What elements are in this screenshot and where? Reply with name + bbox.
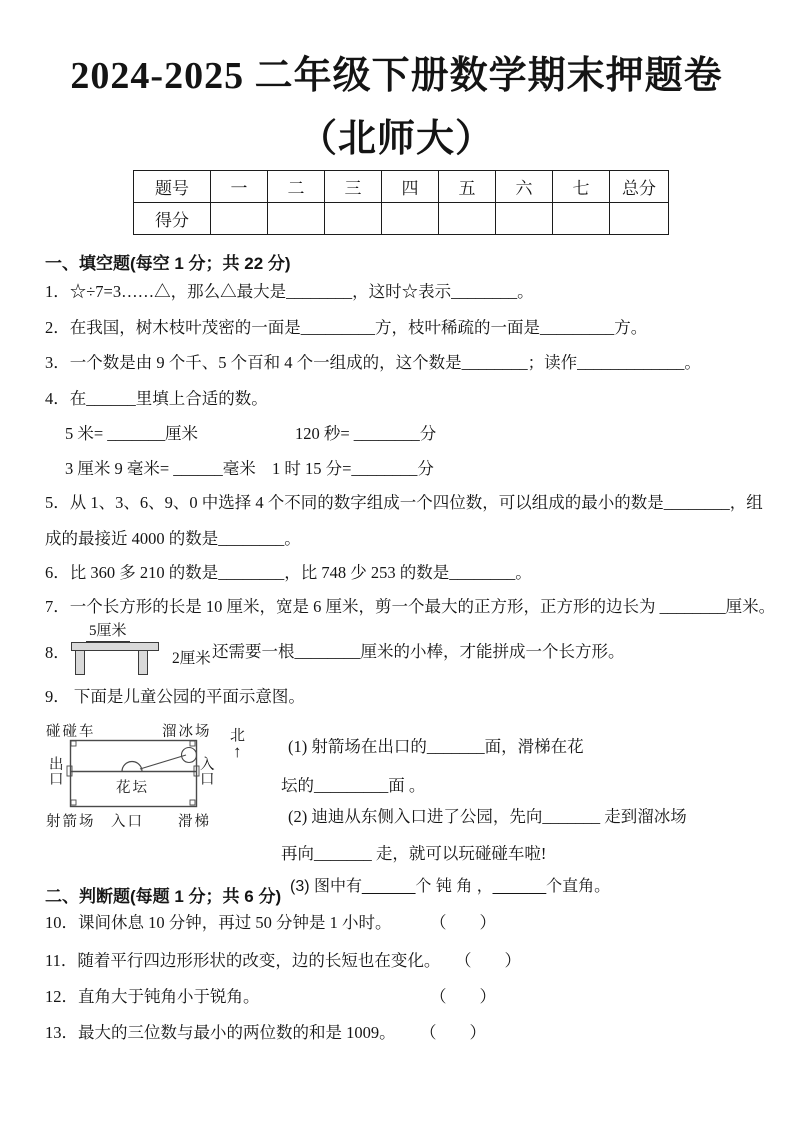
score-empty-cell [439,203,496,235]
score-empty-cell [325,203,382,235]
section1-heading: 一、填空题(每空 1 分；共 22 分) [45,254,291,273]
question-11 [45,950,745,971]
score-empty-cell [496,203,553,235]
question-13-text: 13．最大的三位数与最小的两位数的和是 1009。 [45,1023,396,1042]
question-9-sub2-line2: 再向_______ 走，就可以玩碰碰车啦! [281,844,547,863]
question-9-sub2-line1: (2) 迪迪从东侧入口进了公园，先向_______ 走到溜冰场 [288,807,687,826]
question-4-row2-left: 3 厘米 9 毫米= ______毫米 [65,459,256,478]
map-label-bumper-cars: 碰碰车 [46,724,96,740]
section2-heading: 二、判断题(每题 1 分；共 6 分) [45,887,282,906]
score-table-score-row [134,203,669,235]
question-1: 1．☆÷7=3……△，那么△最大是________，这时☆表示________。 [45,282,534,301]
question-4: 4．在______里填上合适的数。 [45,389,268,408]
compass-north-label: 北 [230,728,246,744]
score-label-cell: 得分 [134,203,211,235]
stick-right-leg [138,650,148,675]
stick-side-length-label: 2厘米 [172,650,211,667]
score-table-header-cell: 六 [496,171,553,203]
park-map-figure [40,714,295,834]
question-5-line2: 成的最接近 4000 的数是________。 [45,529,301,548]
question-13 [45,1022,745,1043]
score-table-header-cell: 一 [211,171,268,203]
paper-title-line2: （北师大） [298,118,494,160]
question-2: 2．在我国，树木枝叶茂密的一面是_________方，枝叶稀疏的一面是_________方。 [45,318,648,337]
map-label-south-entrance: 入口 [111,814,144,830]
question-9-sub1-line1: (1) 射箭场在出口的_______面，滑梯在花 [288,737,584,756]
question-3: 3．一个数是由 9 个千、5 个百和 4 个一组成的，这个数是________；读作_____________。 [45,353,701,372]
question-4-row1-right: 120 秒= ________分 [295,424,437,443]
map-label-archery: 射箭场 [46,814,96,830]
stick-left-leg [75,650,85,675]
map-label-flower-bed: 花坛 [116,780,149,796]
question-9-sub3: (3) 图中有______个 钝 角 ，______个直角。 [290,878,611,895]
map-label-east-entrance: 入口 [200,757,215,788]
score-table-header-cell: 题号 [134,171,211,203]
score-table [133,170,669,235]
paper-title-line1: 2024-2025 二年级下册数学期末押题卷 [70,55,723,97]
score-empty-cell [268,203,325,235]
score-table-header-cell: 总分 [610,171,669,203]
score-table-header-row [134,171,669,203]
score-empty-cell [211,203,268,235]
question-10-text: 10．课间休息 10 分钟，再过 50 分钟是 1 小时。 [45,913,392,932]
score-empty-cell [610,203,669,235]
question-10-answer-parens: （ ） [430,913,496,932]
question-12-text: 12．直角大于钝角小于锐角。 [45,987,260,1006]
question-5-line1: 5．从 1、3、6、9、0 中选择 4 个不同的数字组成一个四位数，可以组成的最小的数是________，组 [45,493,763,512]
question-10 [45,912,745,933]
question-11-text: 11．随着平行四边形形状的改变，边的长短也在变化。 [45,951,441,970]
north-arrow-icon: ↑ [233,742,242,761]
score-empty-cell [553,203,610,235]
question-8-number: 8． [45,643,70,662]
question-13-answer-parens: （ ） [420,1023,486,1042]
map-label-slide: 滑梯 [178,814,211,830]
question-8-text: 还需要一根________厘米的小棒，才能拼成一个长方形。 [212,642,625,661]
question-12 [45,986,745,1007]
question-12-answer-parens: （ ） [430,987,496,1006]
score-table-header-cell: 四 [382,171,439,203]
question-9: 9． 下面是儿童公园的平面示意图。 [45,687,305,706]
question-6: 6．比 360 多 210 的数是________，比 748 少 253 的数是________。 [45,563,532,582]
map-label-ice-rink: 溜冰场 [162,724,212,740]
question-7: 7．一个长方形的长是 10 厘米，宽是 6 厘米，剪一个最大的正方形，正方形的边长为 ________厘米。 [45,597,776,616]
question-4-row1-left: 5 米= _______厘米 [65,424,199,443]
stick-figure [68,619,168,679]
question-11-answer-parens: （ ） [455,951,521,970]
map-label-exit: 出口 [49,757,64,788]
score-table-header-cell: 五 [439,171,496,203]
score-empty-cell [382,203,439,235]
stick-top-length-label: 5厘米 [86,619,130,642]
score-table-header-cell: 二 [268,171,325,203]
question-9-sub1-line2: 坛的_________面 。 [281,776,426,795]
score-table-header-cell: 七 [553,171,610,203]
score-table-header-cell: 三 [325,171,382,203]
question-4-row2-right: 1 时 15 分=________分 [272,459,434,478]
